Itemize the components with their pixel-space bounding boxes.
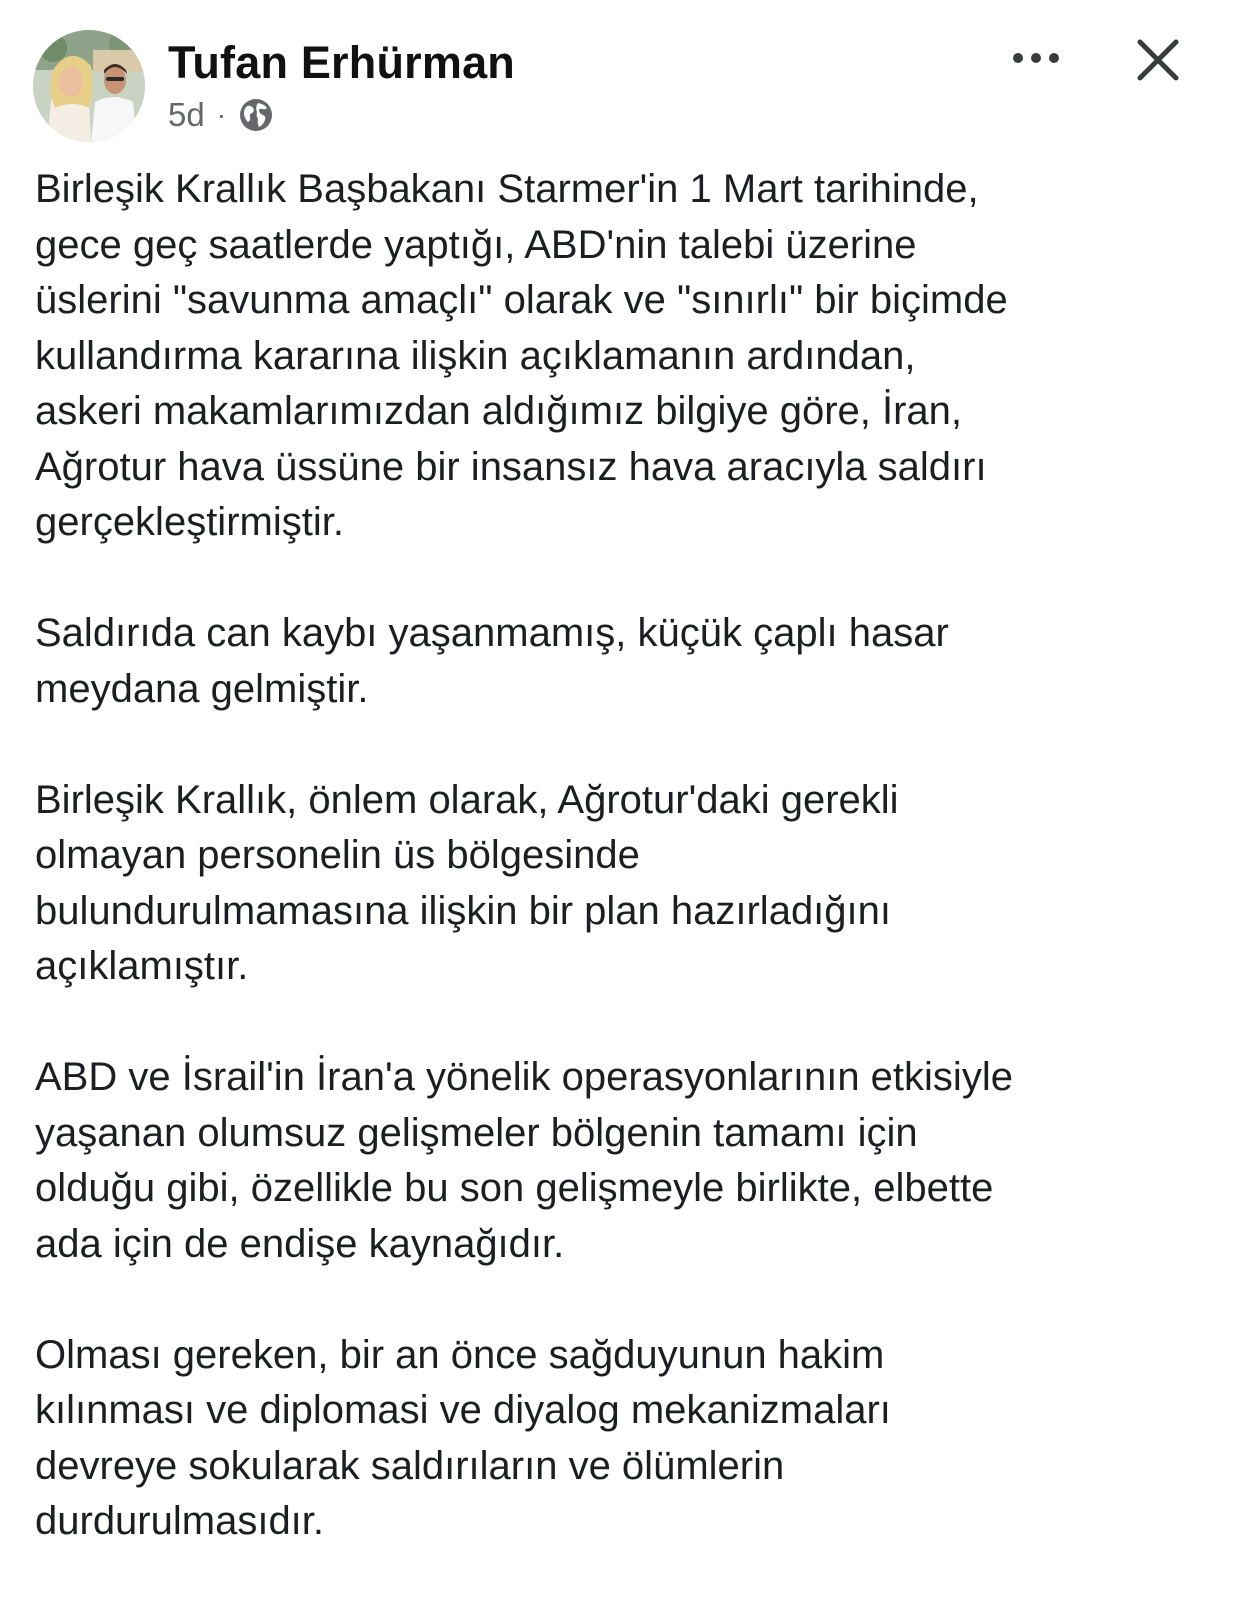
post-timestamp[interactable]: 5d [168,96,205,133]
post-header [0,0,1243,150]
post-paragraph: Birleşik Krallık Başbakanı Starmer'in 1 Mart tarihinde, gece geç saatlerde yaptığı, ABD'nin talebi üzerine üslerini "savunma amaçlı" olarak ve "sınırlı" bir biçimde kullandırma kararına ilişkin açıklamanın ardından, askeri makamlarımızdan aldığımız bilgiye göre, İran, Ağrotur hava üssüne bir insansız hava aracıyla saldırı gerçekleştirmiştir. [35,167,1008,544]
close-icon [1130,75,1186,92]
meta-separator: · [216,99,227,130]
more-options-button[interactable] [1006,38,1066,78]
post-meta [168,95,274,135]
post-paragraph: Birleşik Krallık, önlem olarak, Ağrotur'daki gerekli olmayan personelin üs bölgesinde bulundurulmamasına ilişkin bir plan hazırladığını açıklamıştır. [35,777,899,988]
author-name[interactable]: Tufan Erhürman [168,37,515,88]
post-paragraph: Olması gereken, bir an önce sağduyunun hakim kılınması ve diplomasi ve diyalog mekanizmaları devreye sokularak saldırıların ve ölümlerin durdurulmasıdır. [35,1332,891,1543]
author-avatar[interactable] [33,30,145,142]
post-text [35,162,1215,1550]
more-dots-icon [1006,65,1066,82]
globe-icon[interactable] [238,97,274,133]
post-paragraph: ABD ve İsrail'in İran'a yönelik operasyonlarının etkisiyle yaşanan olumsuz gelişmeler bölgenin tamamı için olduğu gibi, özellikle bu son gelişmeyle birlikte, elbette ada için de endişe kaynağıdır. [35,1055,1013,1266]
close-button[interactable] [1130,32,1186,88]
post-paragraph: Saldırıda can kaybı yaşanmamış, küçük çaplı hasar meydana gelmiştir. [35,611,949,711]
